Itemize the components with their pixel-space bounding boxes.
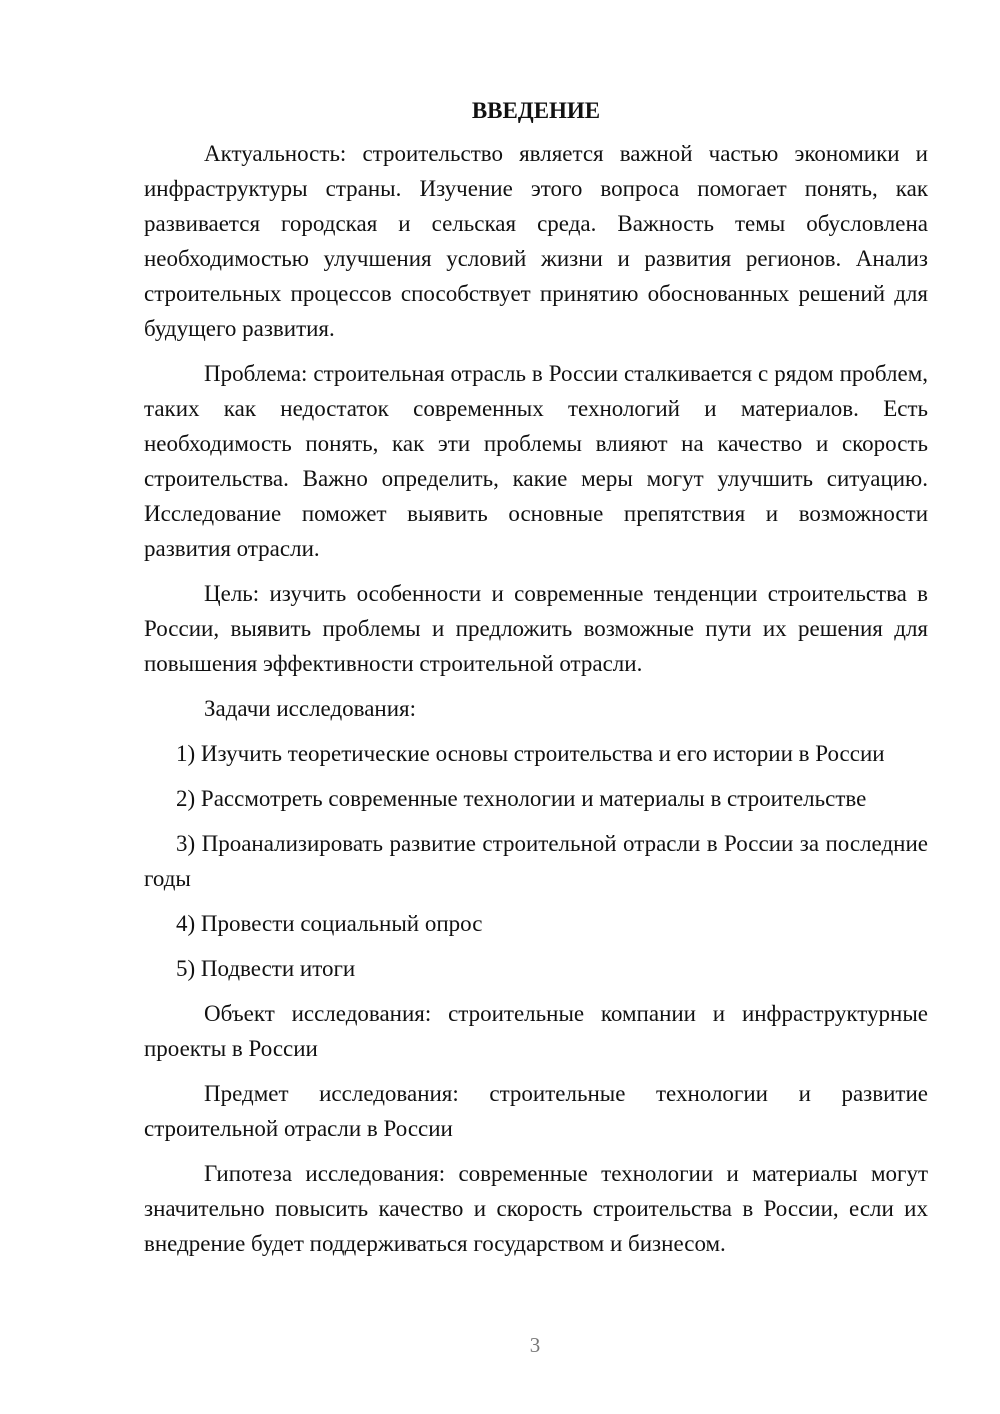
task-item-5: 5) Подвести итоги [176,956,356,981]
hypothesis-paragraph: Гипотеза исследования: современные технологии и материалы могут значительно повысить качество и скорость строительства в России, если их внедрение будет поддерживаться государством и бизнесом. [144,1161,928,1256]
document-page [144,96,928,1271]
task-item-2: 2) Рассмотреть современные технологии и материалы в строительстве [176,786,867,811]
section-title: ВВЕДЕНИЕ [471,98,601,123]
task-item-4: 4) Провести социальный опрос [176,911,483,936]
task-item-1: 1) Изучить теоретические основы строительства и его истории в России [176,741,885,766]
task-item-3: 3) Проанализировать развитие строительной отрасли в России за последние годы [144,831,928,891]
page-number: 3 [529,1333,541,1357]
relevance-paragraph: Актуальность: строительство является важной частью экономики и инфраструктуры страны. Изучение этого вопроса помогает понять, как развивается городская и сельская среда. Важность темы обусловлена необходимостью улучшения условий жизни и развития регионов. Анализ строительных процессов способствует принятию обоснованных решений для будущего развития. [144,141,928,341]
tasks-heading: Задачи исследования: [204,696,417,721]
goal-paragraph: Цель: изучить особенности и современные тенденции строительства в России, выявить проблемы и предложить возможные пути их решения для повышения эффективности строительной отрасли. [144,581,928,676]
subject-paragraph: Предмет исследования: строительные технологии и развитие строительной отрасли в России [144,1081,928,1141]
problem-paragraph: Проблема: строительная отрасль в России сталкивается с рядом проблем, таких как недостаток современных технологий и материалов. Есть необходимость понять, как эти проблемы влияют на качество и скорость строительства. Важно определить, какие меры могут улучшить ситуацию. Исследование поможет выявить основные препятствия и возможности развития отрасли. [144,361,928,561]
object-paragraph: Объект исследования: строительные компании и инфраструктурные проекты в России [144,1001,928,1061]
